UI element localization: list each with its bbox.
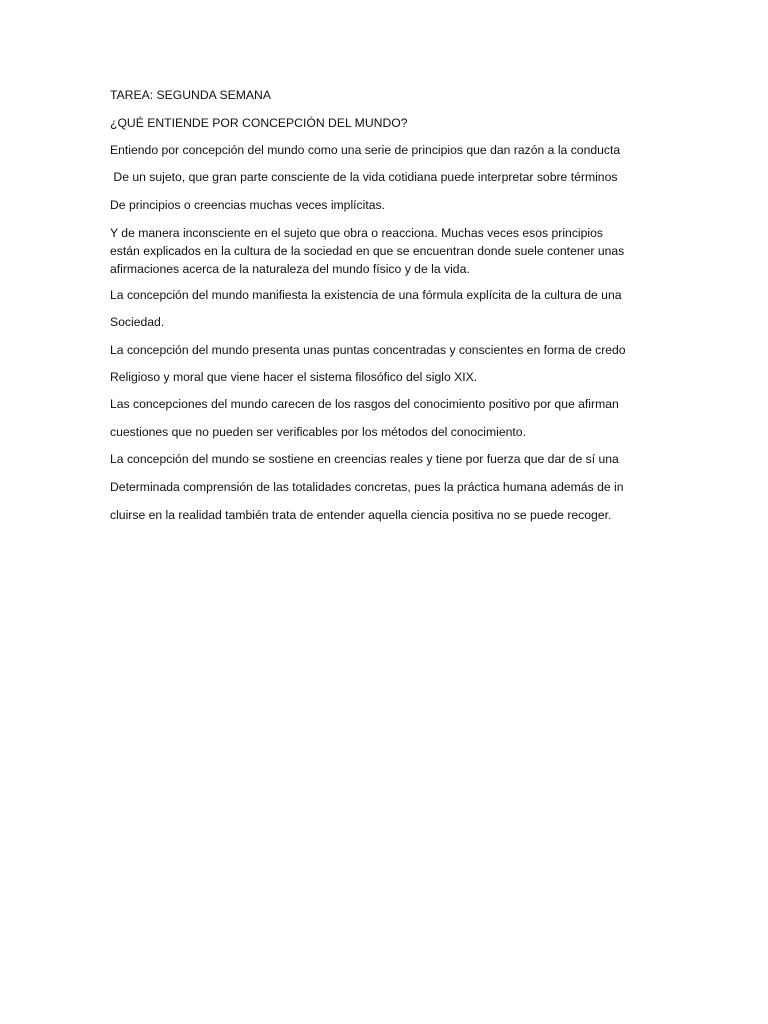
- paragraph-line: están explicados en la cultura de la sociedad en que se encuentran donde suele contener unas: [110, 244, 625, 258]
- paragraph-line: La concepción del mundo presenta unas puntas concentradas y conscientes en forma de credo: [110, 343, 626, 357]
- paragraph-line: Entiendo por concepción del mundo como una serie de principios que dan razón a la conducta: [110, 143, 621, 157]
- paragraph-line: cuestiones que no pueden ser verificables por los métodos del conocimiento.: [110, 425, 526, 439]
- document-heading: TAREA: SEGUNDA SEMANA: [110, 88, 271, 102]
- document-question: ¿QUÉ ENTIENDE POR CONCEPCIÓN DEL MUNDO?: [110, 116, 408, 130]
- paragraph-block: [110, 224, 658, 278]
- paragraph-line: Sociedad.: [110, 315, 165, 329]
- paragraph-line: La concepción del mundo manifiesta la existencia de una fórmula explícita de la cultura de una: [110, 288, 622, 302]
- paragraph-line: afirmaciones acerca de la naturaleza del mundo físico y de la vida.: [110, 262, 470, 276]
- paragraph-line: Y de manera inconsciente en el sujeto que obra o reacciona. Muchas veces esos principios: [110, 226, 603, 240]
- paragraph-line: cluirse en la realidad también trata de entender aquella ciencia positiva no se puede recoger.: [110, 508, 612, 522]
- paragraph-line: Las concepciones del mundo carecen de los rasgos del conocimiento positivo por que afirman: [110, 397, 619, 411]
- paragraph-line: De un sujeto, que gran parte consciente de la vida cotidiana puede interpretar sobre términos: [110, 170, 618, 184]
- paragraph-line: La concepción del mundo se sostiene en creencias reales y tiene por fuerza que dar de sí una: [110, 452, 619, 466]
- paragraph-line: De principios o creencias muchas veces implícitas.: [110, 198, 386, 212]
- paragraph-line: Religioso y moral que viene hacer el sistema filosófico del siglo XIX.: [110, 370, 478, 384]
- paragraph-line: Determinada comprensión de las totalidades concretas, pues la práctica humana además de in: [110, 480, 624, 494]
